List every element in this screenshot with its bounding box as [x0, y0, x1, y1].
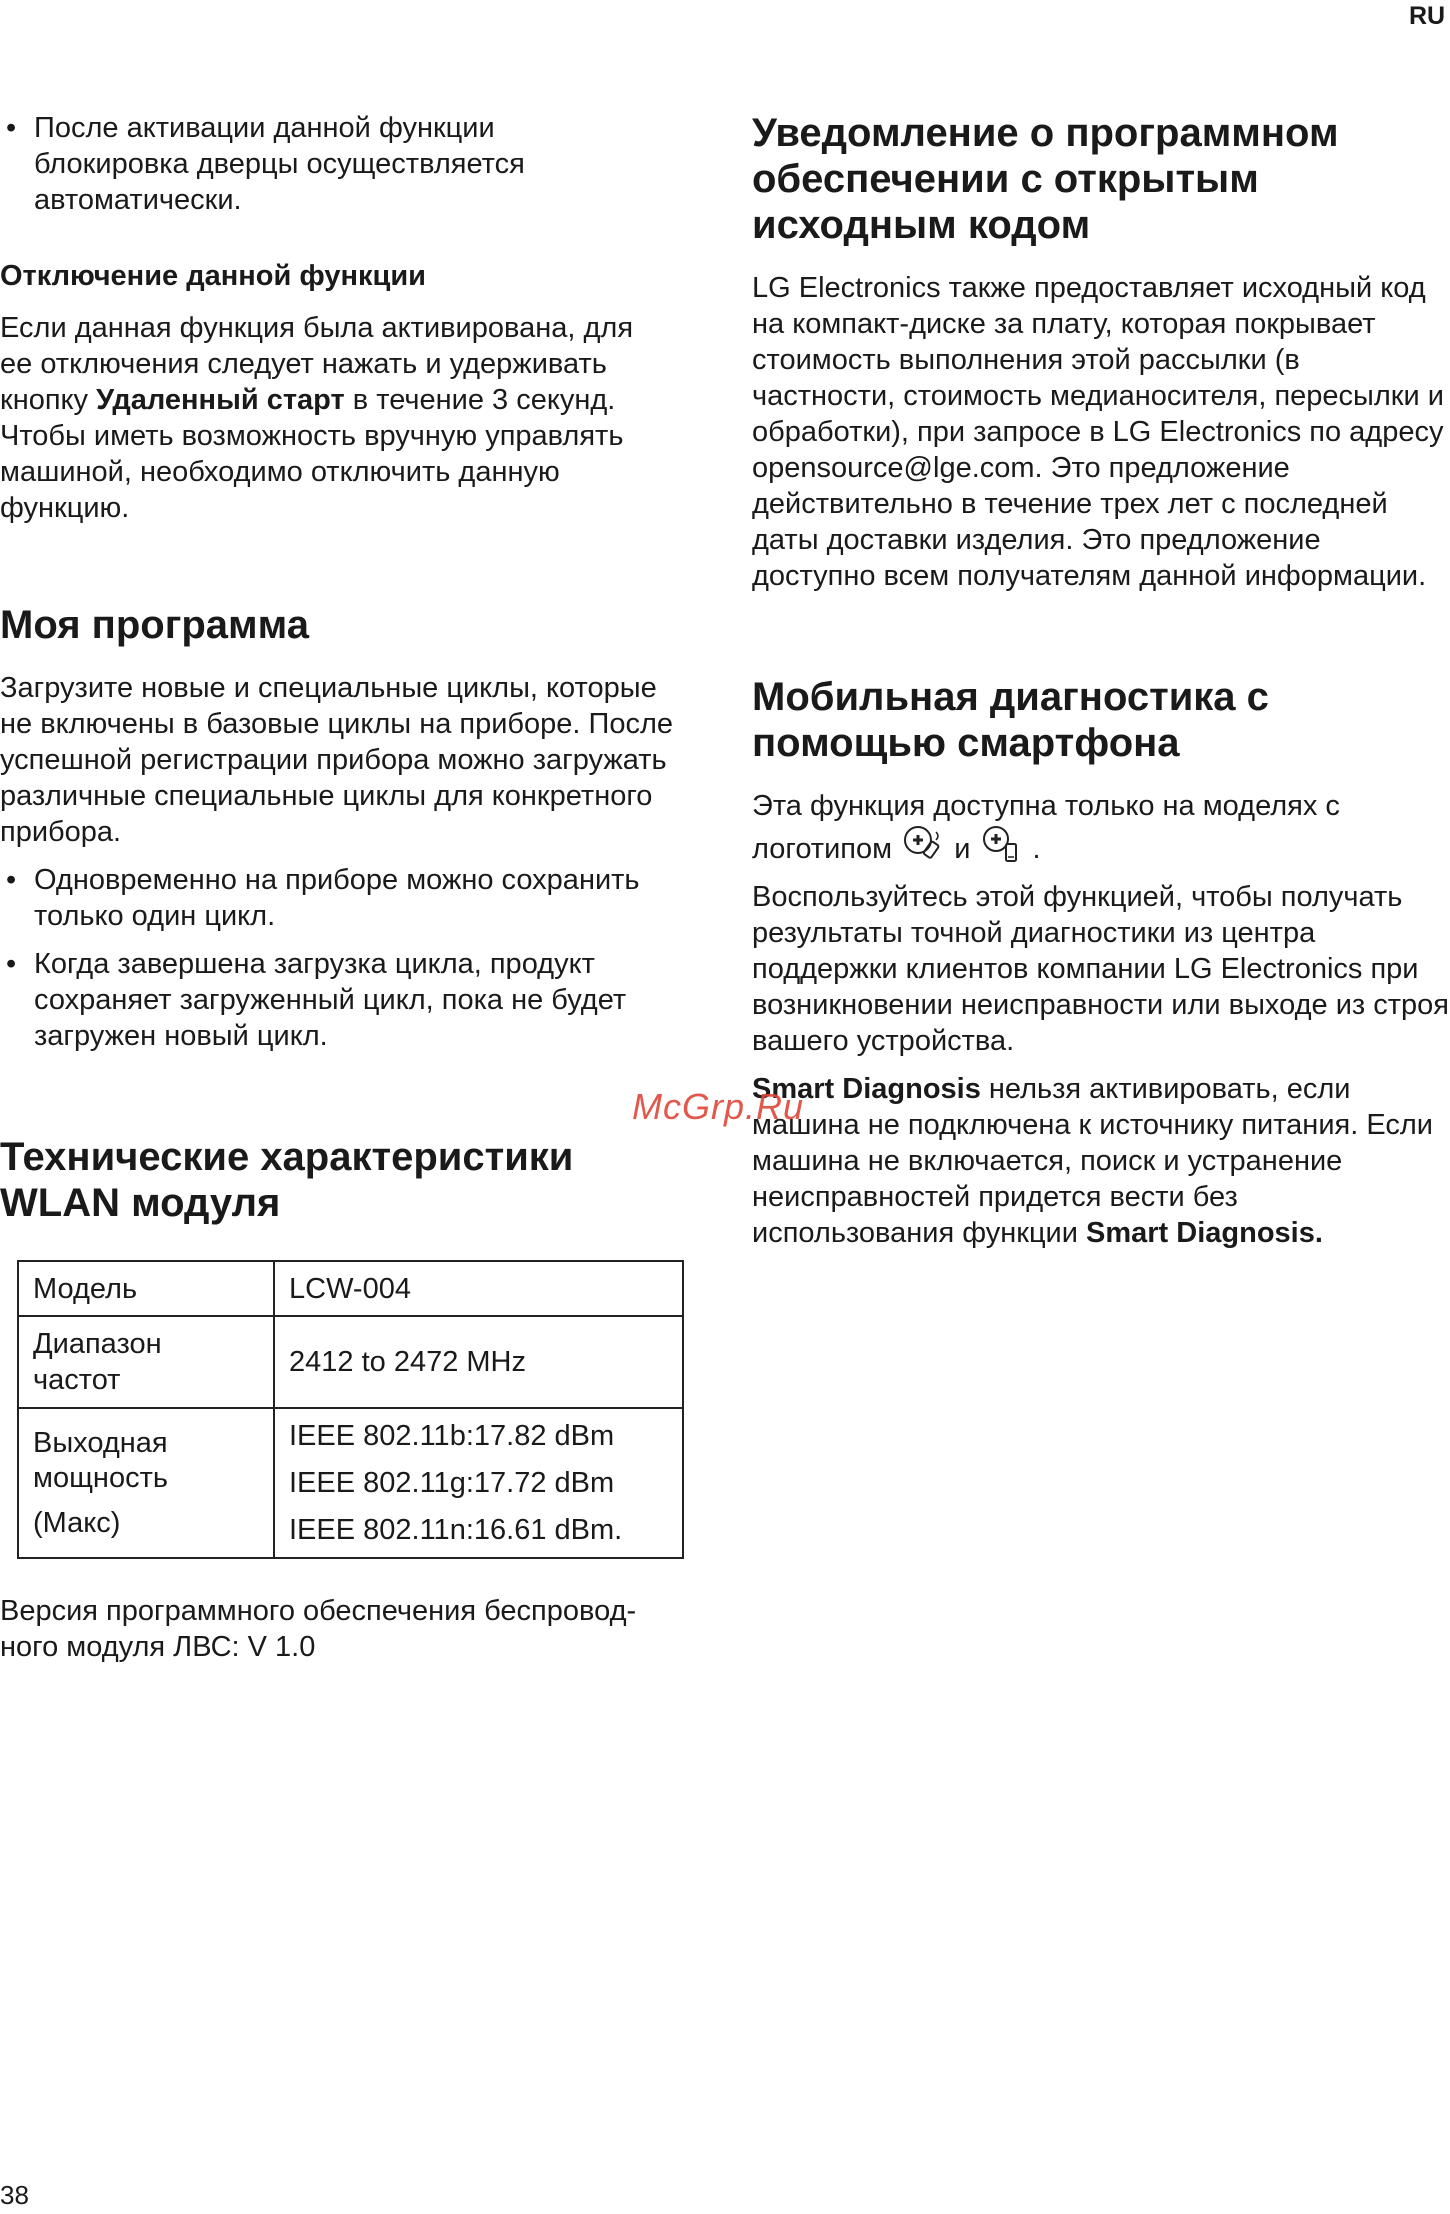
- table-row: [18, 1261, 683, 1316]
- my-program-bullet-1: • Одновременно на приборе можно сохранить только один цикл.: [0, 862, 699, 934]
- mobile-diagnosis-heading: [752, 674, 1450, 766]
- open-source-text: LG Electronics также предоставляет исходный код на компакт-диске за плату, которая покрывает стоимость выполнения этой рассылки (в частности, стоимость медианосителя, пересылки и обработки), при запросе в LG Electronics по адресу opensource@lge.com. Это предложение действительно в течение трех лет с последней даты доставки изделия. Это предложение доступно всем получателям данной информации.: [752, 272, 1444, 592]
- frequency-label: [18, 1316, 274, 1408]
- power-label-line3: (Макс): [33, 1506, 121, 1539]
- software-version-line2: ного модуля ЛВС: V 1.0: [0, 1631, 316, 1663]
- frequency-label-line2: частот: [33, 1364, 121, 1396]
- open-source-heading-line1: Уведомление о программном: [752, 111, 1339, 155]
- table-row: [18, 1316, 683, 1408]
- language-code: RU: [1409, 2, 1446, 30]
- disable-function-text: [0, 310, 670, 526]
- my-program-text: Загрузите новые и специальные циклы, которые не включены в базовые циклы на приборе. После успешной регистрации прибора можно загружать различные специальные циклы для конкретного прибора.: [0, 672, 674, 848]
- mobile-diagnosis-heading-line1: Мобильная диагностика с: [752, 675, 1269, 719]
- auto-lock-bullet: • После активации данной функции блокировка дверцы осуществляется автоматически.: [0, 110, 594, 218]
- software-version-line1: Версия программного обеспечения беспровод-: [0, 1595, 637, 1627]
- my-program-heading: Моя программа: [0, 603, 309, 647]
- wlan-spec-table: [17, 1260, 684, 1559]
- frequency-label-line1: Диапазон: [33, 1328, 162, 1360]
- frequency-value: 2412 to 2472 MHz: [274, 1316, 683, 1408]
- smart-diagnosis-phone-icon: [900, 824, 946, 864]
- open-source-heading: [752, 110, 1450, 248]
- diagnosis-power-note-text: нельзя активировать, если машина не подключена к источнику питания. Если машина не включается, поиск и устранение неисправностей придется вести без использования функции: [752, 1073, 1433, 1249]
- diagnosis-models-text: [752, 788, 1450, 867]
- remote-start-label: Удаленный старт: [96, 384, 345, 416]
- disable-text-part1: Если данная функция была активирована, для ее отключения следует нажать и удерживать кнопку: [0, 312, 634, 416]
- smart-diagnosis-app-icon: [978, 824, 1024, 864]
- disable-text-part2: в течение 3 секунд. Чтобы иметь возможность вручную управлять машиной, необходимо отключить данную функцию.: [0, 384, 624, 524]
- disable-function-heading: Отключение данной функции: [0, 260, 427, 292]
- power-values: [274, 1408, 683, 1558]
- smart-diagnosis-term: Smart Diagnosis: [752, 1073, 981, 1105]
- tech-specs-heading: [0, 1134, 700, 1226]
- smart-diagnosis-term-2: Smart Diagnosis.: [1086, 1217, 1323, 1249]
- tech-specs-heading-line2: WLAN модуля: [0, 1181, 281, 1225]
- power-label-line1: Выходная: [33, 1426, 168, 1459]
- power-value-11n: IEEE 802.11n:16.61 dBm.: [289, 1513, 623, 1546]
- diagnosis-usage-text: Воспользуйтесь этой функцией, чтобы получать результаты точной диагностики из центра поддержки клиентов компании LG Electronics при возникновении неисправности или выходе из строя вашего устройства.: [752, 881, 1449, 1057]
- tech-specs-heading-line1: Технические характеристики: [0, 1135, 574, 1179]
- model-label: Модель: [18, 1261, 274, 1316]
- model-value: LCW-004: [274, 1261, 683, 1316]
- right-column: [752, 110, 1450, 1251]
- diagnosis-models-line1: Эта функция доступна только на моделях с: [752, 790, 1340, 822]
- table-row: [18, 1408, 683, 1558]
- mobile-diagnosis-heading-line2: помощью смартфона: [752, 721, 1180, 765]
- power-value-11g: IEEE 802.11g:17.72 dBm: [289, 1466, 615, 1499]
- power-value-11b: IEEE 802.11b:17.82 dBm: [289, 1419, 615, 1452]
- my-program-bullet-2: • Когда завершена загрузка цикла, продукт сохраняет загруженный цикл, пока не будет загружен новый цикл.: [0, 946, 699, 1054]
- software-version-text: [0, 1593, 700, 1665]
- left-column: [0, 110, 700, 1665]
- diagnosis-power-note: [752, 1071, 1442, 1251]
- power-label: [18, 1408, 274, 1558]
- open-source-heading-line3: исходным кодом: [752, 203, 1091, 247]
- site-watermark: McGrp.Ru: [632, 1086, 805, 1127]
- diagnosis-period: .: [1032, 833, 1041, 865]
- diagnosis-logo-label: логотипом: [752, 833, 893, 865]
- diagnosis-and-word: и: [954, 833, 971, 865]
- page-number: 38: [0, 2180, 29, 2210]
- open-source-heading-line2: обеспечении с открытым: [752, 157, 1259, 201]
- power-label-line2: мощность: [33, 1461, 168, 1494]
